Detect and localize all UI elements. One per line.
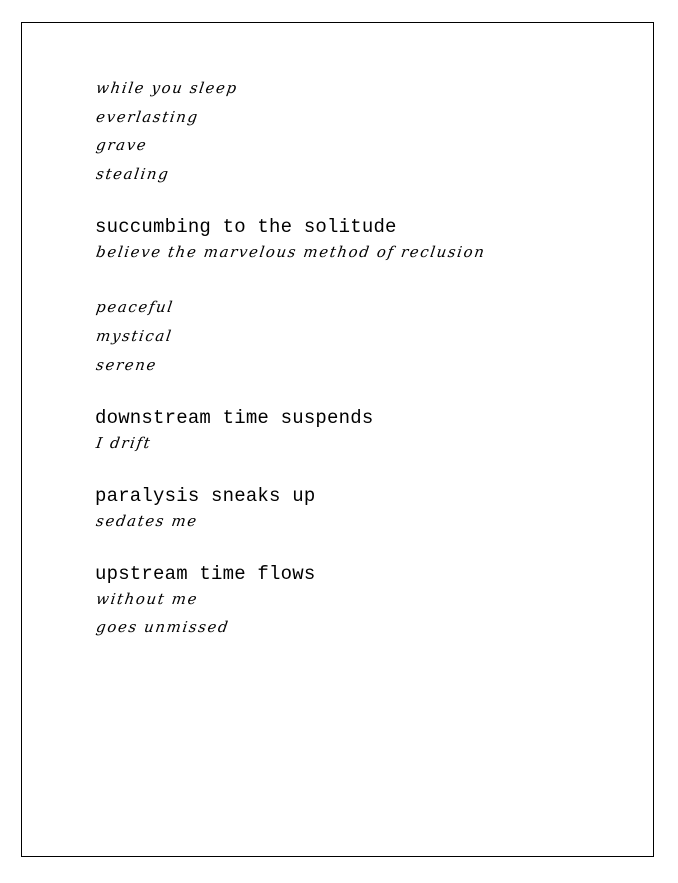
poem-line-believe: believe the marvelous method of reclusion bbox=[95, 243, 487, 261]
poem-line-without-me: without me bbox=[95, 590, 200, 608]
poem-line-mystical: mystical bbox=[95, 327, 174, 345]
poem-line-while-you-sleep: while you sleep bbox=[95, 79, 240, 97]
poem-line-serene: serene bbox=[95, 356, 159, 374]
poem-heading-downstream: downstream time suspends bbox=[95, 407, 374, 429]
poem-page bbox=[21, 22, 654, 857]
poem-line-everlasting: everlasting bbox=[95, 108, 201, 126]
poem-line-stealing: stealing bbox=[95, 165, 171, 183]
poem-heading-upstream: upstream time flows bbox=[95, 563, 316, 585]
poem-line-grave: grave bbox=[95, 136, 149, 154]
poem-line-peaceful: peaceful bbox=[95, 298, 176, 316]
poem-heading-succumbing: succumbing to the solitude bbox=[95, 216, 397, 238]
poem-line-i-drift: I drift bbox=[95, 434, 153, 452]
poem-line-goes-unmissed: goes unmissed bbox=[95, 618, 231, 636]
poem-line-sedates-me: sedates me bbox=[95, 512, 200, 530]
poem-heading-paralysis: paralysis sneaks up bbox=[95, 485, 316, 507]
